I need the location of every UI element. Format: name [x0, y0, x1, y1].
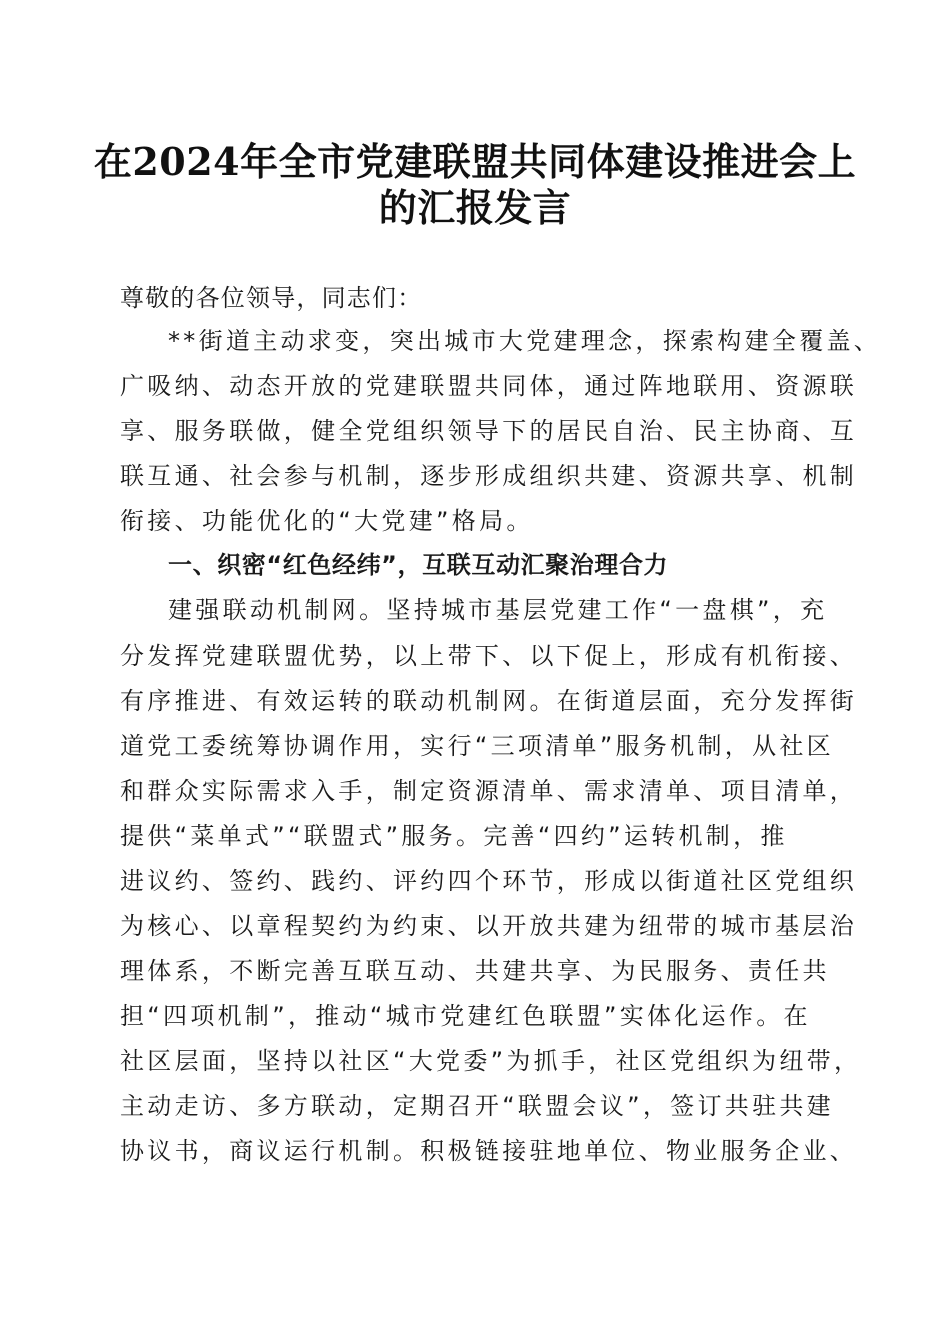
body-line: 和群众实际需求入手，制定资源清单、需求清单、项目清单， — [120, 777, 858, 805]
body-line: 建强联动机制网。坚持城市基层党建工作“一盘棋”，充 — [168, 596, 828, 624]
body-line: 分发挥党建联盟优势，以上带下、以下促上，形成有机衔接、 — [120, 642, 858, 670]
body-line: 联互通、社会参与机制，逐步形成组织共建、资源共享、机制 — [120, 462, 858, 490]
body-line: 主动走访、多方联动，定期召开“联盟会议”，签订共驻共建 — [120, 1092, 834, 1120]
body-line: 协议书，商议运行机制。积极链接驻地单位、物业服务企业、 — [120, 1137, 858, 1165]
document-title-line-1: 在2024年全市党建联盟共同体建设推进会上 — [93, 139, 857, 184]
body-line: **街道主动求变，突出城市大党建理念，探索构建全覆盖、 — [168, 327, 882, 355]
body-line: 道党工委统筹协调作用，实行“三项清单”服务机制，从社区 — [120, 732, 834, 760]
body-line: 衔接、功能优化的“大党建”格局。 — [120, 507, 534, 535]
salutation: 尊敬的各位领导，同志们： — [120, 284, 423, 312]
body-line: 广吸纳、动态开放的党建联盟共同体，通过阵地联用、资源联 — [120, 372, 858, 400]
body-line: 担“四项机制”，推动“城市党建红色联盟”实体化运作。在 — [120, 1002, 811, 1030]
section-heading: 一、织密“红色经纬”，互联互动汇聚治理合力 — [168, 551, 669, 579]
body-line: 有序推进、有效运转的联动机制网。在街道层面，充分发挥街 — [120, 687, 858, 715]
body-line: 理体系，不断完善互联互动、共建共享、为民服务、责任共 — [120, 957, 830, 985]
body-line: 享、服务联做，健全党组织领导下的居民自治、民主协商、互 — [120, 417, 858, 445]
body-line: 提供“菜单式”“联盟式”服务。完善“四约”运转机制，推 — [120, 822, 788, 850]
body-line: 为核心、以章程契约为约束、以开放共建为纽带的城市基层治 — [120, 912, 858, 940]
body-line: 社区层面，坚持以社区“大党委”为抓手，社区党组织为纽带， — [120, 1047, 862, 1075]
body-line: 进议约、签约、践约、评约四个环节，形成以街道社区党组织 — [120, 867, 858, 895]
document-title-line-2: 的汇报发言 — [378, 185, 572, 230]
